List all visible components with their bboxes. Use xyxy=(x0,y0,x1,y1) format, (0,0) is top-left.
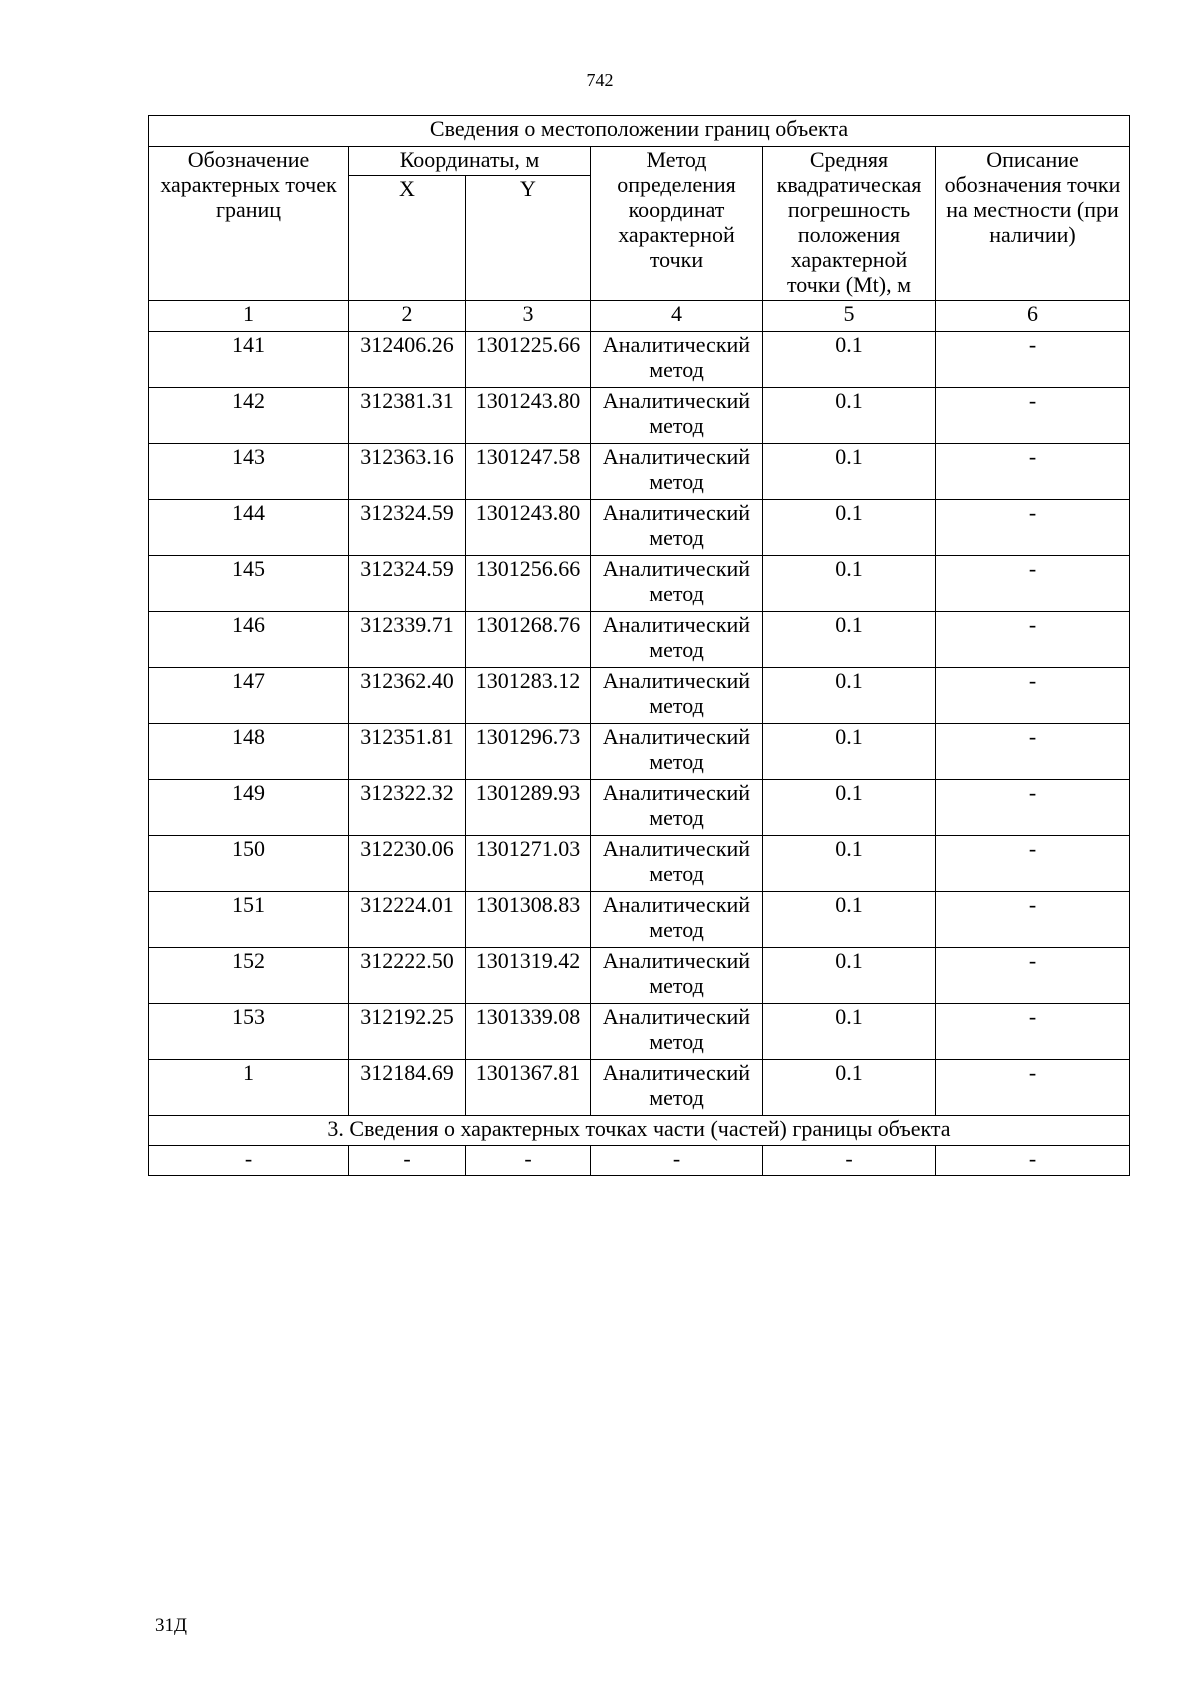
mean-square-error: 0.1 xyxy=(763,780,936,836)
table-row xyxy=(149,500,1130,556)
coordinate-y: 1301243.80 xyxy=(466,500,591,556)
table-row xyxy=(149,892,1130,948)
point-designation: 1 xyxy=(149,1060,349,1116)
point-designation: 145 xyxy=(149,556,349,612)
coordinate-y: 1301268.76 xyxy=(466,612,591,668)
table-row xyxy=(149,780,1130,836)
point-designation: 149 xyxy=(149,780,349,836)
point-description: - xyxy=(936,556,1130,612)
table-cell: - xyxy=(149,1146,349,1176)
point-designation: 147 xyxy=(149,668,349,724)
header-method: Метод определения координат характерной точки xyxy=(591,147,763,301)
table-cell: - xyxy=(763,1146,936,1176)
coordinate-method: Аналитический метод xyxy=(591,668,763,724)
table-cell: - xyxy=(936,1146,1130,1176)
header-coordinates: Координаты, м xyxy=(349,147,591,176)
mean-square-error: 0.1 xyxy=(763,500,936,556)
coordinate-method: Аналитический метод xyxy=(591,1004,763,1060)
coordinate-y: 1301319.42 xyxy=(466,948,591,1004)
point-description: - xyxy=(936,948,1130,1004)
coordinate-x: 312339.71 xyxy=(349,612,466,668)
footer-code: 31Д xyxy=(155,1615,187,1636)
coordinate-method: Аналитический метод xyxy=(591,892,763,948)
table-row xyxy=(149,1060,1130,1116)
coordinate-method: Аналитический метод xyxy=(591,780,763,836)
point-designation: 143 xyxy=(149,444,349,500)
header-designation: Обозначение характерных точек границ xyxy=(149,147,349,301)
point-designation: 153 xyxy=(149,1004,349,1060)
table-row xyxy=(149,836,1130,892)
header-description: Описание обозначения точки на местности (при наличии) xyxy=(936,147,1130,301)
coordinate-x: 312324.59 xyxy=(349,500,466,556)
coordinate-method: Аналитический метод xyxy=(591,556,763,612)
table-row xyxy=(149,668,1130,724)
point-designation: 144 xyxy=(149,500,349,556)
table-cell: - xyxy=(466,1146,591,1176)
header-error: Средняя квадратическая погрешность положения характерной точки (Mt), м xyxy=(763,147,936,301)
table-row xyxy=(149,724,1130,780)
column-number: 4 xyxy=(591,301,763,332)
mean-square-error: 0.1 xyxy=(763,388,936,444)
section-3-row xyxy=(149,1146,1130,1176)
coordinate-method: Аналитический метод xyxy=(591,444,763,500)
coordinate-x: 312351.81 xyxy=(349,724,466,780)
coordinate-method: Аналитический метод xyxy=(591,948,763,1004)
point-designation: 142 xyxy=(149,388,349,444)
coordinate-y: 1301247.58 xyxy=(466,444,591,500)
coordinate-method: Аналитический метод xyxy=(591,724,763,780)
coordinate-y: 1301308.83 xyxy=(466,892,591,948)
point-description: - xyxy=(936,668,1130,724)
mean-square-error: 0.1 xyxy=(763,948,936,1004)
coordinate-y: 1301271.03 xyxy=(466,836,591,892)
point-description: - xyxy=(936,724,1130,780)
coordinate-y: 1301256.66 xyxy=(466,556,591,612)
point-designation: 148 xyxy=(149,724,349,780)
point-description: - xyxy=(936,1060,1130,1116)
coordinate-method: Аналитический метод xyxy=(591,388,763,444)
point-designation: 151 xyxy=(149,892,349,948)
coordinate-y: 1301283.12 xyxy=(466,668,591,724)
coordinate-method: Аналитический метод xyxy=(591,612,763,668)
coordinate-y: 1301225.66 xyxy=(466,332,591,388)
point-description: - xyxy=(936,1004,1130,1060)
coordinate-y: 1301339.08 xyxy=(466,1004,591,1060)
mean-square-error: 0.1 xyxy=(763,892,936,948)
point-description: - xyxy=(936,780,1130,836)
point-description: - xyxy=(936,444,1130,500)
point-description: - xyxy=(936,836,1130,892)
boundary-coordinates-table xyxy=(148,115,1130,1176)
mean-square-error: 0.1 xyxy=(763,1060,936,1116)
point-designation: 152 xyxy=(149,948,349,1004)
mean-square-error: 0.1 xyxy=(763,612,936,668)
point-description: - xyxy=(936,332,1130,388)
coordinate-method: Аналитический метод xyxy=(591,836,763,892)
section-3-title: 3. Сведения о характерных точках части (частей) границы объекта xyxy=(149,1116,1130,1146)
column-number: 1 xyxy=(149,301,349,332)
coordinate-y: 1301243.80 xyxy=(466,388,591,444)
coordinate-x: 312192.25 xyxy=(349,1004,466,1060)
coordinate-method: Аналитический метод xyxy=(591,500,763,556)
coordinate-x: 312184.69 xyxy=(349,1060,466,1116)
table-cell: - xyxy=(591,1146,763,1176)
header-x: X xyxy=(349,176,466,301)
table-row xyxy=(149,444,1130,500)
column-number: 2 xyxy=(349,301,466,332)
point-description: - xyxy=(936,500,1130,556)
coordinate-x: 312230.06 xyxy=(349,836,466,892)
header-y: Y xyxy=(466,176,591,301)
mean-square-error: 0.1 xyxy=(763,1004,936,1060)
coordinate-y: 1301296.73 xyxy=(466,724,591,780)
coordinate-x: 312224.01 xyxy=(349,892,466,948)
mean-square-error: 0.1 xyxy=(763,444,936,500)
table-row xyxy=(149,1004,1130,1060)
coordinate-x: 312322.32 xyxy=(349,780,466,836)
coordinate-x: 312363.16 xyxy=(349,444,466,500)
column-number: 5 xyxy=(763,301,936,332)
coordinate-x: 312324.59 xyxy=(349,556,466,612)
coordinate-x: 312381.31 xyxy=(349,388,466,444)
mean-square-error: 0.1 xyxy=(763,668,936,724)
point-description: - xyxy=(936,388,1130,444)
column-numbers-row xyxy=(149,301,1130,332)
table-row xyxy=(149,948,1130,1004)
table-row xyxy=(149,332,1130,388)
point-designation: 141 xyxy=(149,332,349,388)
table-row xyxy=(149,612,1130,668)
point-description: - xyxy=(936,892,1130,948)
table-title: Сведения о местоположении границ объекта xyxy=(149,116,1130,147)
mean-square-error: 0.1 xyxy=(763,332,936,388)
coordinate-y: 1301367.81 xyxy=(466,1060,591,1116)
point-designation: 146 xyxy=(149,612,349,668)
point-designation: 150 xyxy=(149,836,349,892)
table-row xyxy=(149,388,1130,444)
mean-square-error: 0.1 xyxy=(763,724,936,780)
coordinate-method: Аналитический метод xyxy=(591,332,763,388)
column-number: 3 xyxy=(466,301,591,332)
coordinate-y: 1301289.93 xyxy=(466,780,591,836)
coordinate-method: Аналитический метод xyxy=(591,1060,763,1116)
table-cell: - xyxy=(349,1146,466,1176)
page-number: 742 xyxy=(586,70,614,90)
mean-square-error: 0.1 xyxy=(763,556,936,612)
column-number: 6 xyxy=(936,301,1130,332)
point-description: - xyxy=(936,612,1130,668)
coordinate-x: 312362.40 xyxy=(349,668,466,724)
coordinate-x: 312222.50 xyxy=(349,948,466,1004)
coordinate-x: 312406.26 xyxy=(349,332,466,388)
table-row xyxy=(149,556,1130,612)
mean-square-error: 0.1 xyxy=(763,836,936,892)
